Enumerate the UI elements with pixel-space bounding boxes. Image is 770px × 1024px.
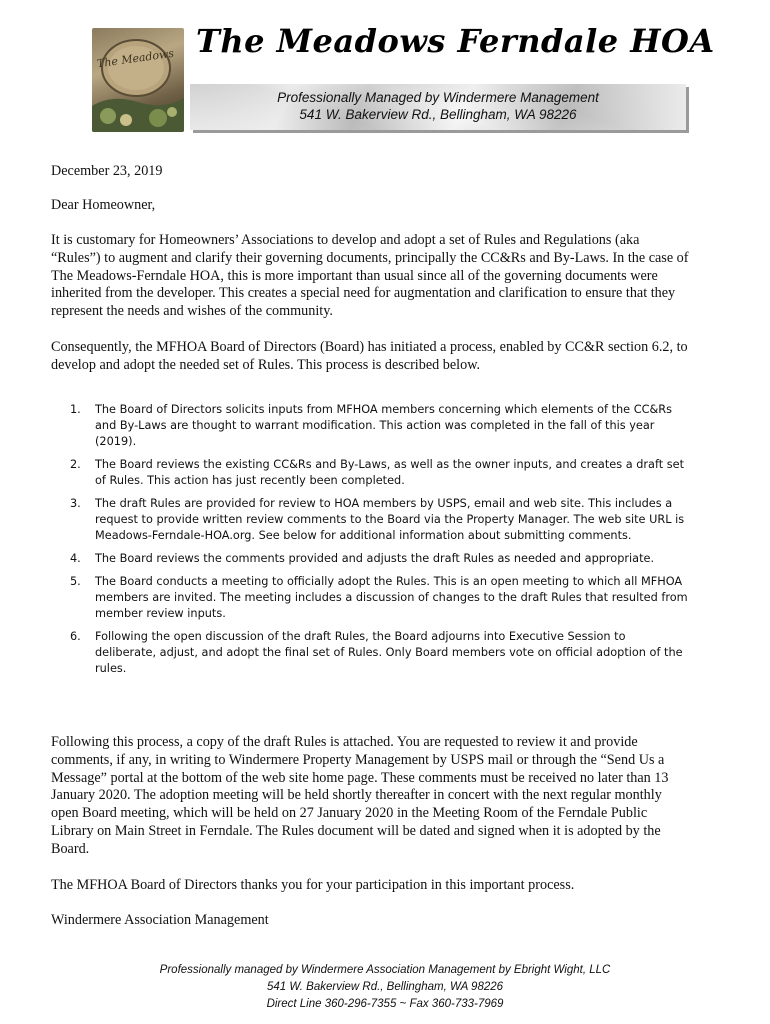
letter-salutation (51, 197, 691, 215)
list-item (70, 574, 690, 622)
paragraph-review-text: Following this process, a copy of the draft Rules is attached. You are requested to review it and provide comments, if any, in writing to Windermere Property Management by USPS mail or through the “Send Us a Message” portal at the bottom of the web site home page. These comments must be received no later than 13 January 2020. The adoption meeting will be held shortly thereafter in concert with the next regular monthly open Board meeting, which will be held on 27 January 2020 in the Meeting Room of the Ferndale Public Library on Main Street in Ferndale. The Rules document will be dated and signed when it is adopted by the Board. (51, 734, 669, 857)
banner-address-line: 541 W. Bakerview Rd., Bellingham, WA 98226 (299, 107, 577, 122)
paragraph-intro-text: It is customary for Homeowners’ Associations to develop and adopt a set of Rules and Regulations (aka “Rules”) to augment and clarify their governing documents, principally the CC&Rs and By-Laws. In the case of The Meadows-Ferndale HOA, this is more important than usual since all of the governing documents were inherited from the developer. This creates a special need for augmentation and clarification to ensure that they represent the needs and wishes of the community. (51, 232, 689, 320)
paragraph-thanks (51, 877, 691, 895)
list-item (70, 551, 690, 567)
banner-management-line: Professionally Managed by Windermere Management (277, 90, 599, 105)
management-banner (190, 84, 686, 130)
step-number: 5. (70, 575, 81, 588)
letter-signature (51, 912, 691, 930)
signature-text: Windermere Association Management (51, 912, 269, 928)
step-text: The Board of Directors solicits inputs from MFHOA members concerning which elements of the CC&Rs and By-Laws are thought to warrant modification. This action was completed in the fall of this year (2019). (95, 403, 673, 448)
paragraph-intro (51, 232, 691, 321)
step-number: 2. (70, 458, 81, 471)
footer-management-line: Professionally managed by Windermere Association Management by Ebright Wight, LLC (159, 964, 611, 976)
footer-address-line: 541 W. Bakerview Rd., Bellingham, WA 98226 (266, 981, 504, 993)
step-text: The draft Rules are provided for review to HOA members by USPS, email and web site. This includes a request to provide written review comments to the Board via the Property Manager. The web site URL is Meadows-Ferndale-HOA.org. See below for additional information about submitting comments. (95, 497, 685, 542)
list-item (70, 457, 690, 489)
step-text: The Board reviews the comments provided and adjusts the draft Rules as needed and appropriate. (95, 552, 655, 565)
salutation-text: Dear Homeowner, (51, 197, 156, 213)
paragraph-process (51, 339, 691, 375)
list-item (70, 629, 690, 677)
step-text: The Board conducts a meeting to officially adopt the Rules. This is an open meeting to which all MFHOA members are invited. The meeting includes a discussion of changes to the draft Rules that resulted from member review inputs. (95, 575, 688, 620)
page-title: The Meadows Ferndale HOA (196, 22, 715, 60)
date-text: December 23, 2019 (51, 163, 163, 179)
paragraph-thanks-text: The MFHOA Board of Directors thanks you for your participation in this important process. (51, 877, 575, 893)
paragraph-review (51, 734, 691, 859)
letter-date (51, 163, 691, 181)
step-text: Following the open discussion of the draft Rules, the Board adjourns into Executive Session to deliberate, adjust, and adopt the final set of Rules. Only Board members vote on official adoption of the rules. (95, 630, 683, 675)
list-item (70, 496, 690, 544)
step-number: 6. (70, 630, 81, 643)
paragraph-process-text: Consequently, the MFHOA Board of Directors (Board) has initiated a process, enabled by CC&R section 6.2, to develop and adopt the needed set of Rules. This process is described below. (51, 339, 688, 373)
step-number: 1. (70, 403, 81, 416)
step-number: 3. (70, 497, 81, 510)
hoa-logo-image (92, 28, 184, 132)
list-item (70, 402, 690, 450)
page-footer (0, 962, 770, 1013)
process-steps-list (70, 402, 690, 684)
logo-text: The Meadows (96, 46, 175, 71)
step-number: 4. (70, 552, 81, 565)
footer-phone-line: Direct Line 360-296-7355 ~ Fax 360-733-7969 (266, 998, 504, 1010)
step-text: The Board reviews the existing CC&Rs and By-Laws, as well as the owner inputs, and creates a draft set of Rules. This action has just recently been completed. (95, 458, 685, 487)
